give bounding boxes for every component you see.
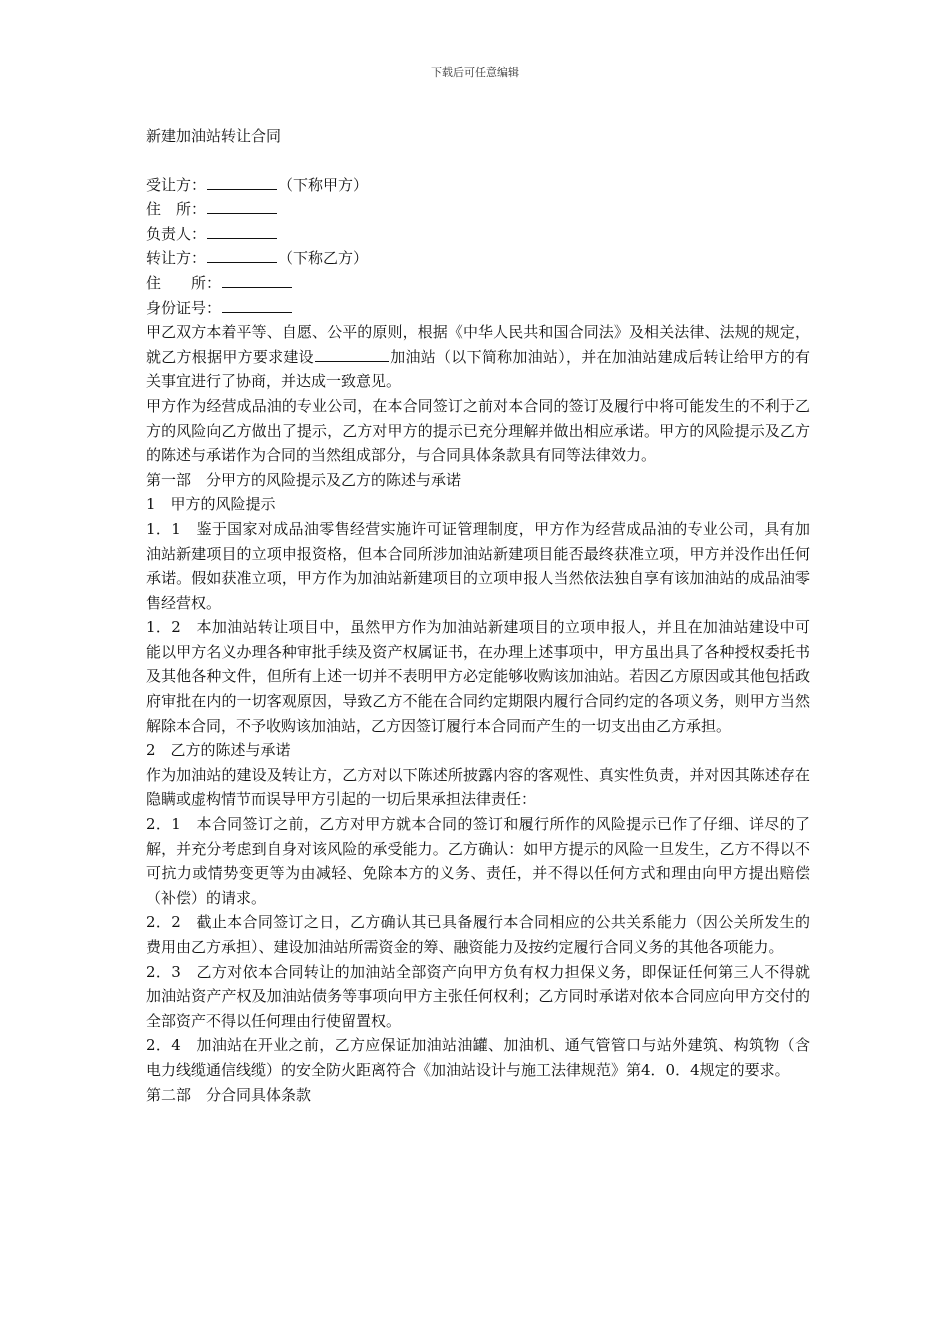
id-number-label: 身份证号： bbox=[146, 298, 222, 317]
principal-blank bbox=[207, 222, 277, 239]
address-a-line bbox=[146, 197, 810, 222]
party-b-blank bbox=[207, 246, 277, 263]
address-b-label: 住 所： bbox=[146, 273, 222, 292]
part-2-heading: 第二部 分合同具体条款 bbox=[146, 1085, 312, 1104]
page-header-note: 下载后可任意编辑 bbox=[431, 66, 519, 79]
address-b-line bbox=[146, 271, 810, 296]
principal-label: 负责人： bbox=[146, 224, 207, 243]
party-a-suffix: （下称甲方） bbox=[278, 175, 369, 194]
section-2-heading: 2 乙方的陈述与承诺 bbox=[146, 741, 291, 760]
clause-1-2: 1．2 本加油站转让项目中，虽然甲方作为加油站新建项目的立项申报人，并且在加油站建设中可能以甲方名义办理各种审批手续及资产权属证书，在办理上述事项中，甲方虽出具了各种授权委托书及其他各种文件，但所有上述一切并不表明甲方必定能够收购该加油站。若因乙方原因或其他包括政府审批在内的一切客观原因，导致乙方不能在合同约定期限内履行合同约定的各项义务，则甲方当然解除本合同，不予收购该加油站，乙方因签订履行本合同而产生的一切支出由乙方承担。 bbox=[146, 618, 810, 735]
address-b-blank bbox=[222, 271, 292, 288]
address-a-blank bbox=[207, 197, 277, 214]
party-a-line bbox=[146, 173, 810, 198]
station-name-blank bbox=[315, 345, 389, 362]
party-a-blank bbox=[207, 173, 277, 190]
clause-2-4: 2．4 加油站在开业之前，乙方应保证加油站油罐、加油机、通气管管口与站外建筑、构筑物（含电力线缆通信线缆）的安全防火距离符合《加油站设计与施工法律规范》第4．0．4规定的要求。 bbox=[146, 1036, 810, 1079]
intro-1-post: 加油站（以下简称加油站），并在加油站建成后转让给甲方的有关事宜进行了协商，并达成一致意见。 bbox=[146, 347, 810, 391]
intro-paragraph-1 bbox=[146, 320, 810, 394]
intro-1-pre: 甲乙双方本着平等、自愿、公平的原则，根据《中华人民共和国合同法》及相关法律、法规的规定，就乙方根据甲方要求建设 bbox=[146, 323, 810, 366]
principal-line bbox=[146, 222, 810, 247]
id-number-blank bbox=[222, 296, 292, 313]
section-1-heading: 1 甲方的风险提示 bbox=[146, 495, 276, 514]
party-b-suffix: （下称乙方） bbox=[278, 249, 369, 268]
intro-paragraph-2: 甲方作为经营成品油的专业公司，在本合同签订之前对本合同的签订及履行中将可能发生的不利于乙方的风险向乙方做出了提示，乙方对甲方的提示已充分理解并做出相应承诺。甲方的风险提示及乙方的陈述与承诺作为合同的当然组成部分，与合同具体条款具有同等法律效力。 bbox=[146, 396, 810, 465]
party-b-line bbox=[146, 246, 810, 271]
id-number-line bbox=[146, 296, 810, 321]
party-a-label: 受让方： bbox=[146, 175, 207, 194]
contract-body bbox=[146, 124, 810, 1107]
document-title: 新建加油站转让合同 bbox=[146, 127, 282, 145]
address-a-label: 住 所： bbox=[146, 200, 207, 219]
party-b-label: 转让方： bbox=[146, 249, 207, 268]
section-2-intro: 作为加油站的建设及转让方，乙方对以下陈述所披露内容的客观性、真实性负责，并对因其陈述存在隐瞒或虚构情节而误导甲方引起的一切后果承担法律责任： bbox=[146, 765, 810, 809]
clause-2-1: 2．1 本合同签订之前，乙方对甲方就本合同的签订和履行所作的风险提示已作了仔细、详尽的了解，并充分考虑到自身对该风险的承受能力。乙方确认：如甲方提示的风险一旦发生，乙方不得以不可抗力或情势变更等为由减轻、免除本方的义务、责任，并不得以任何方式和理由向甲方提出赔偿（补偿）的请求。 bbox=[146, 815, 810, 907]
clause-2-3: 2．3 乙方对依本合同转让的加油站全部资产向甲方负有权力担保义务，即保证任何第三人不得就加油站资产产权及加油站债务等事项向甲方主张任何权利；乙方同时承诺对依本合同应向甲方交付的全部资产不得以任何理由行使留置权。 bbox=[146, 962, 810, 1030]
part-1-heading: 第一部 分甲方的风险提示及乙方的陈述与承诺 bbox=[146, 470, 462, 489]
clause-1-1: 1．1 鉴于国家对成品油零售经营实施许可证管理制度，甲方作为经营成品油的专业公司，具有加油站新建项目的立项申报资格，但本合同所涉加油站新建项目能否最终获准立项，甲方并没作出任何承诺。假如获准立项，甲方作为加油站新建项目的立项申报人当然依法独自享有该加油站的成品油零售经营权。 bbox=[146, 519, 810, 612]
clause-2-2: 2．2 截止本合同签订之日，乙方确认其已具备履行本合同相应的公共关系能力（因公关所发生的费用由乙方承担）、建设加油站所需资金的筹、融资能力及按约定履行合同义务的其他各项能力。 bbox=[146, 913, 810, 956]
